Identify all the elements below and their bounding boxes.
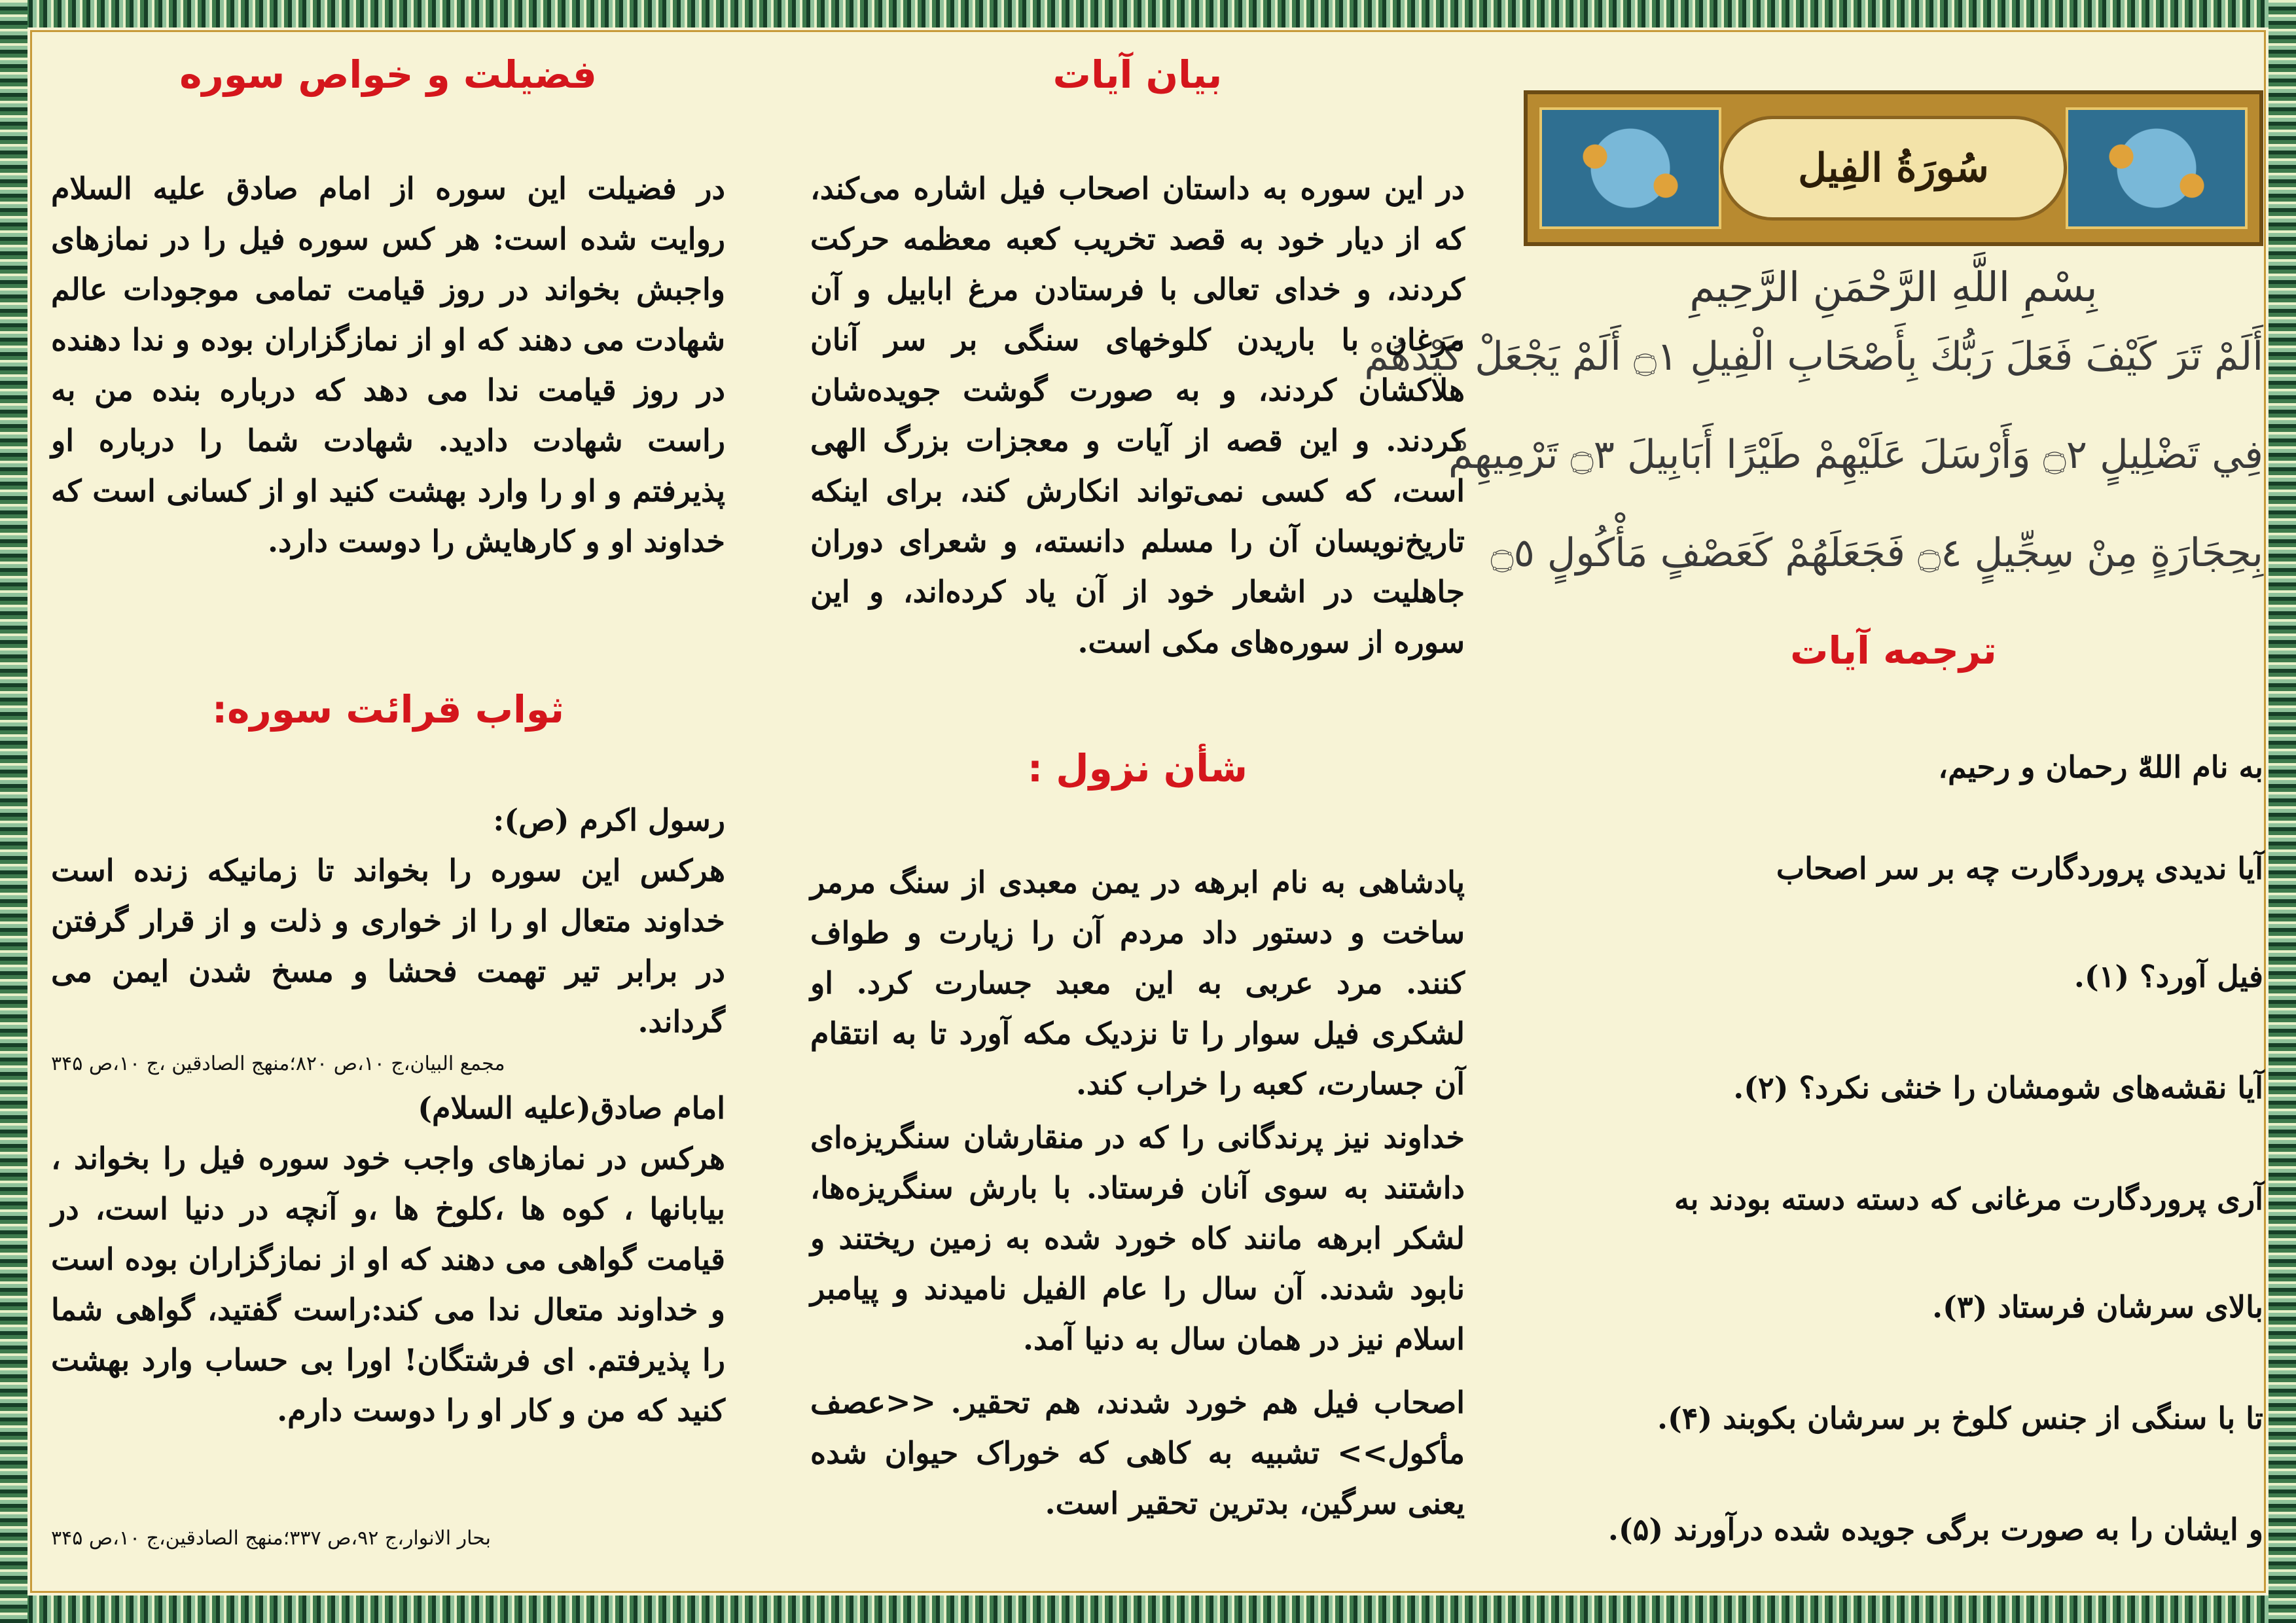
left-column [51, 39, 725, 1577]
middle-column [810, 39, 1465, 1577]
bayan-text: در این سوره به داستان اصحاب فیل اشاره می‌کند، که از دیار خود به قصد تخریب کعبه معظمه حرکت کردند، و خدای تعالی با فرستادن مرغ ابابیل و آن مرغان با باریدن کلوخهای سنگی بر سر آنان هلاکشان کردند، و به صورت گوشت جویده‌شان کردند. و این قصه از آیات و معجزات بزرگ الهی است، که کسی نمی‌تواند انکارش کند، برای اینکه تاریخ‌نویسان آن را مسلم دانسته، و شعرای دوران جاهلیت در اشعار خود از آن یاد کرده‌اند، و این سوره از سوره‌های مکی است. [810, 171, 1465, 660]
translation-line: و ایشان را به صورت برگی جویده شده درآورند (۵). [1607, 1512, 2263, 1547]
translation-line: تا با سنگی از جنس کلوخ بر سرشان بکوبند (۴). [1657, 1400, 2263, 1436]
basmala: بِسْمِ اللَّهِ الرَّحْمَنِ الرَّحِيمِ [1689, 263, 2098, 311]
quran-line-3: بِحِجَارَةٍ مِنْ سِجِّيلٍ ۝٤ فَجَعَلَهُمْ كَعَصْفٍ مَأْكُولٍ ۝٥ [1490, 530, 2263, 576]
fazilat-title: فضیلت و خواص سوره [179, 52, 597, 97]
translation-line: بالای سرشان فرستاد (۳). [1932, 1289, 2263, 1325]
savab-text-1: هرکس این سوره را بخواند تا زمانیکه زنده است خداوند متعال او را از خواری و ذلت و از قرار گرفتن در برابر تیر تهمت فحشا و مسخ شدن ایمن می گرداند. [51, 853, 725, 1039]
surah-name: سُورَةُ الفِيل [1798, 145, 1989, 191]
translation-line: به نام اللهّٰ رحمان و رحیم، [1938, 749, 2263, 785]
savab-speaker-1: رسول اکرم (ص): [493, 802, 725, 838]
fazilat-text: در فضیلت این سوره از امام صادق علیه السلام روایت شده است: هر کس سوره فیل را در نمازهای واجبش بخواند در روز قیامت تمامی موجودات عالم شهادت می دهند که او از نمازگزاران بوده و ندا دهنده در روز قیامت ندا می دهد که درباره بنده من به راست شهادت دادید. شهادت شما را درباره او پذیرفتم و او را وارد بهشت کنید او از کسانی است که خداوند او و کارهایش را دوست دارد. [51, 171, 725, 559]
translation-line: آیا نقشه‌های شومشان را خنثی نکرد؟ (۲). [1733, 1070, 2263, 1105]
translation-line: آیا ندیدی پروردگارت چه بر سر اصحاب [1776, 851, 2263, 886]
shan-text-3: اصحاب فیل هم خورد شدند، هم تحقیر. <<عصف مأکول>> تشبیه به کاهی که خوراک حیوان شده یعنی سرگین، بدترین تحقیر است. [810, 1385, 1465, 1521]
savab-speaker-2: امام صادق(علیه السلام) [418, 1090, 725, 1126]
savab-text-2: هرکس در نمازهای واجب خود سوره فیل را بخواند ، بیابانها ، کوه ها ،کلوخ ها ،و آنچه در دنیا است، در قیامت گواهی می دهند که او از نمازگزاران بوده است و خداوند متعال ندا می کند:راست گفتید، گواهی شما را پذیرفتم. ای فرشتگان! اورا بی حساب وارد بهشت کنید که من و کار او را دوست دارم. [51, 1141, 725, 1428]
translation-title: ترجمه آیات [1790, 628, 1997, 673]
shan-title: شأن نزول : [1027, 746, 1248, 791]
floral-tile-right [2066, 107, 2248, 229]
right-column [1364, 39, 2263, 1577]
translation-line: آری پروردگارت مرغانی که دسته دسته بودند به [1674, 1181, 2263, 1217]
shan-text-1: پادشاهی به نام ابرهه در یمن معبدی از سنگ مرمر ساخت و دستور داد مردم آن را زیارت و طواف کنند. مرد عربی به این معبد جسارت کرد. او لشکری فیل سوار را تا نزدیک مکه آورد تا به انتقام آن جسارت، کعبه را خراب کند. [810, 865, 1465, 1101]
savab-title: ثواب قرائت سوره: [211, 687, 565, 732]
floral-tile-left [1539, 107, 1721, 229]
shan-text-2: خداوند نیز پرندگانی را که در منقارشان سنگریزه‌ای داشتند به سوی آنان فرستاد. با بارش سنگریزه‌ها، لشکر ابرهه مانند کاه خورد شده به زمین ریختند و نابود شدند. آن سال را عام الفیل نامیدند و پیامبر اسلام نیز در همان سال به دنیا آمد. [810, 1120, 1465, 1357]
bayan-title: بیان آیات [1052, 52, 1223, 97]
surah-cartouche [1720, 116, 2067, 221]
savab-reference-1: مجمع البیان،ج ۱۰،ص ۸۲۰؛منهج الصادقین ،ج ۱۰،ص ۳۴۵ [51, 1052, 505, 1075]
quran-line-1: أَلَمْ تَرَ كَيْفَ فَعَلَ رَبُّكَ بِأَصْحَابِ الْفِيلِ ۝١ أَلَمْ يَجْعَلْ كَيْدَهُمْ [1364, 334, 2263, 380]
translation-line: فیل آورد؟ (۱). [2073, 959, 2263, 994]
surah-banner [1524, 90, 2263, 246]
savab-reference-2: بحار الانوار،ج ۹۲،ص ۳۳۷؛منهج الصادقین،ج ۱۰،ص ۳۴۵ [51, 1527, 491, 1550]
quran-line-2: فِي تَضْلِيلٍ ۝٢ وَأَرْسَلَ عَلَيْهِمْ طَيْرًا أَبَابِيلَ ۝٣ تَرْمِيهِمْ [1448, 432, 2263, 478]
